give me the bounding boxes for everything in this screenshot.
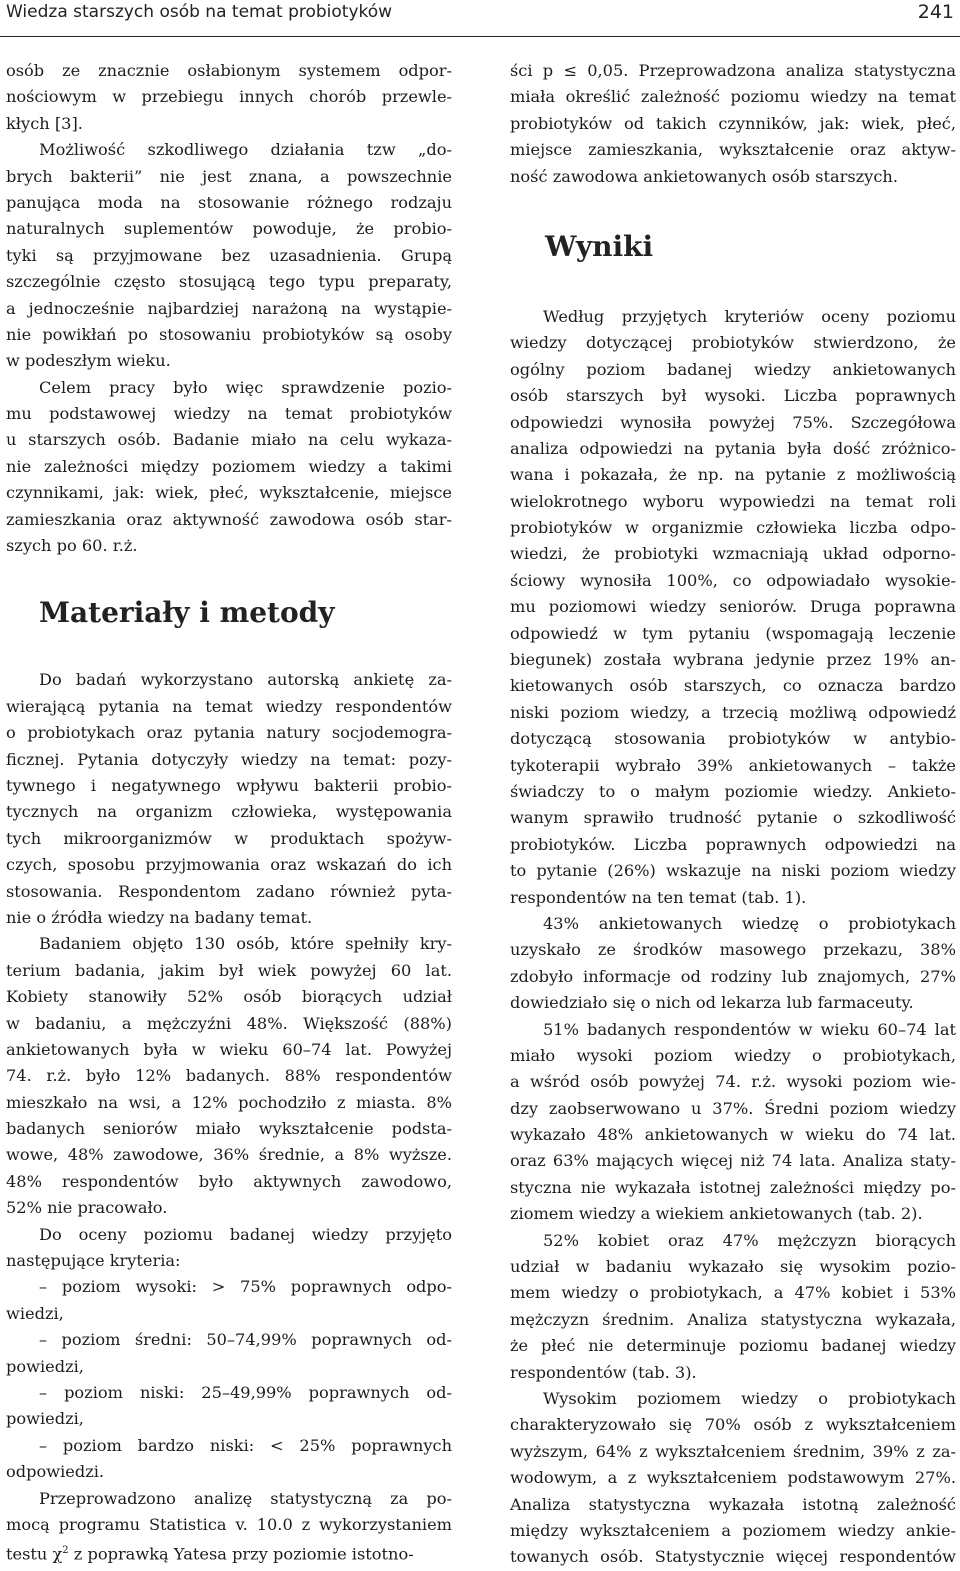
text-line: powiedzi, bbox=[6, 1409, 84, 1429]
right-column bbox=[510, 58, 956, 1571]
text-line: niski poziom wiedzy, a trzecią możliwą odpowiedź bbox=[510, 702, 956, 722]
text-line: kietowanych osób starszych, co oznacza bardzo bbox=[510, 676, 956, 696]
text-line: probiotyków. Liczba poprawnych odpowiedzi na bbox=[510, 834, 956, 854]
text-line: – poziom bardzo niski: < 25% poprawnych bbox=[39, 1435, 452, 1455]
text-line: świadczy to o małym poziomie wiedzy. Ankieto- bbox=[510, 781, 956, 801]
text-line: wodowym, a z wykształceniem podstawowym 27%. bbox=[510, 1468, 956, 1488]
text-line: odpowiedź w tym pytaniu (wspomagają leczenie bbox=[510, 623, 956, 643]
text-line: nie powikłań po stosowaniu probiotyków są osoby bbox=[6, 324, 452, 344]
text-line: odpowiedzi. bbox=[6, 1462, 105, 1482]
text-line: nościowym w przebiegu innych chorób przewle- bbox=[6, 87, 452, 107]
text-line: miało wysoki poziom wiedzy o probiotykach, bbox=[510, 1045, 956, 1065]
text-line: wielokrotnego wyboru wypowiedzi na temat roli bbox=[510, 491, 956, 511]
text-line: zamieszkania oraz aktywność zawodowa osób star- bbox=[6, 509, 452, 529]
text-line: biegunek) została wybrana jedynie przez 19% an- bbox=[510, 650, 956, 670]
text-line: następujące kryteria: bbox=[6, 1251, 181, 1271]
text-line bbox=[6, 1538, 452, 1564]
text-line: kłych [3]. bbox=[6, 113, 83, 133]
text-line: 48% respondentów było aktywnych zawodowo, bbox=[6, 1171, 452, 1191]
text-line: wana i pokazała, że np. na pytanie z możliwością bbox=[510, 465, 956, 485]
text-line: wanym sprawiło trudność pytanie o szkodliwość bbox=[510, 808, 956, 828]
text-line: osób ze znacznie osłabionym systemem odpor- bbox=[6, 61, 452, 80]
text-line: czych, sposobu przyjmowania oraz wskazań do ich bbox=[6, 855, 452, 875]
text-line: uzyskało ze środków masowego przekazu, 38% bbox=[510, 940, 956, 960]
text-line: tycznych na organizm człowieka, występowania bbox=[6, 802, 452, 822]
text-line: wierającą pytania na temat wiedzy respondentów bbox=[6, 696, 452, 716]
text-line: między wykształceniem a poziomem wiedzy ankie- bbox=[510, 1520, 956, 1540]
text-line: u starszych osób. Badanie miało na celu wykaza- bbox=[6, 430, 452, 450]
text-line: mem wiedzy o probiotykach, a 47% kobiet i 53% bbox=[510, 1283, 956, 1303]
text-line: ziomem wiedzy a wiekiem ankietowanych (tab. 2). bbox=[510, 1204, 923, 1224]
text-line: a jednocześnie najbardziej narażoną na wystąpie- bbox=[6, 298, 452, 318]
text-line: – poziom niski: 25–49,99% poprawnych od- bbox=[39, 1382, 452, 1402]
text-line: probiotyków w organizmie człowieka liczba odpo- bbox=[510, 518, 956, 538]
left-column bbox=[6, 58, 452, 1565]
text-line: – poziom średni: 50–74,99% poprawnych od- bbox=[39, 1330, 452, 1350]
text-line: Według przyjętych kryteriów oceny poziomu bbox=[543, 306, 956, 326]
text-line: tykoterapii wybrało 39% ankietowanych – także bbox=[510, 755, 956, 775]
superscript: 2 bbox=[62, 1545, 69, 1557]
text-line: Celem pracy było więc sprawdzenie pozio- bbox=[39, 377, 452, 397]
text-line: naturalnych suplementów powoduje, że probio- bbox=[6, 219, 452, 239]
text-line: dzy zaobserwowano u 37%. Średni poziom wiedzy bbox=[510, 1098, 956, 1118]
left-text-block-2 bbox=[6, 667, 452, 1538]
text-line: Badaniem objęto 130 osób, które spełniły kry- bbox=[39, 934, 452, 954]
text-line: ność zawodowa ankietowanych osób starszych. bbox=[510, 166, 898, 186]
text-line: analiza odpowiedzi na pytania była dość zróżnico- bbox=[510, 438, 956, 458]
text-line: wowe, 48% zawodowe, 36% średnie, a 8% wyższe. bbox=[6, 1145, 452, 1165]
text-line: panująca moda na stosowanie różnego rodzaju bbox=[6, 192, 452, 212]
text-line: odpowiedzi wynosiła powyżej 75%. Szczegółowa bbox=[510, 412, 956, 432]
right-text-block-2 bbox=[510, 304, 956, 1571]
left-text-block-1 bbox=[6, 58, 452, 559]
text-line: ści p ≤ 0,05. Przeprowadzona analiza statystyczna bbox=[510, 61, 956, 80]
text-line: wiedzi, że probiotyki wzmacniają układ odporno- bbox=[510, 544, 956, 564]
text-line: oraz 63% mających więcej niż 74 lata. Analiza staty- bbox=[510, 1151, 956, 1171]
text-line: – poziom wysoki: > 75% poprawnych odpo- bbox=[39, 1277, 452, 1297]
text-line: Wysokim poziomem wiedzy o probiotykach bbox=[543, 1388, 956, 1408]
text-line: mężczyzn średnim. Analiza statystyczna wykazała, bbox=[510, 1309, 956, 1329]
text-line: powiedzi, bbox=[6, 1356, 84, 1376]
text-line: w podeszłym wieku. bbox=[6, 351, 171, 371]
text-line: ficznej. Pytania dotyczyły wiedzy na temat: pozy- bbox=[6, 749, 452, 769]
right-text-block-1 bbox=[510, 58, 956, 190]
text-line: udział w badaniu wykazało się wysokim pozio- bbox=[510, 1257, 956, 1277]
text-line: a wśród osób powyżej 74. r.ż. wysoki poziom wie- bbox=[510, 1072, 956, 1092]
text-line: szych po 60. r.ż. bbox=[6, 536, 138, 556]
text-line: dotyczącą stosowania probiotyków w antybio- bbox=[510, 729, 956, 749]
text-line: osób starszych był wysoki. Liczba poprawnych bbox=[510, 386, 956, 406]
text-line: wykazało 48% ankietowanych w wieku do 74 lat. bbox=[510, 1125, 956, 1145]
text-line: terium badania, jakim był wiek powyżej 60 lat. bbox=[6, 960, 452, 980]
text-line: probiotyków od takich czynników, jak: wiek, płeć, bbox=[510, 113, 956, 133]
text-line: towanych osób. Statystycznie więcej respondentów bbox=[510, 1547, 956, 1567]
text-line: mieszkało na wsi, a 12% pochodziło z miasta. 8% bbox=[6, 1092, 452, 1112]
text-line: 74. r.ż. było 12% badanych. 88% respondentów bbox=[6, 1066, 452, 1086]
running-title: Wiedza starszych osób na temat probiotyków bbox=[6, 2, 393, 22]
text-line: nie zależności między poziomem wiedzy a takimi bbox=[6, 456, 452, 476]
text-line: Przeprowadzono analizę statystyczną za po- bbox=[39, 1488, 452, 1508]
text-line: respondentów na ten temat (tab. 1). bbox=[510, 887, 807, 907]
text-line: o probiotykach oraz pytania natury socjodemogra- bbox=[6, 723, 452, 743]
text-line: dowiedziało się o nich od lekarza lub farmaceuty. bbox=[510, 993, 914, 1013]
text-line: wiedzi, bbox=[6, 1303, 64, 1323]
text-line: w badaniu, a mężczyźni 48%. Większość (88%) bbox=[6, 1013, 452, 1033]
text-line: to pytanie (26%) wskazuje na niski poziom wiedzy bbox=[510, 861, 956, 881]
text-line: wyższym, 64% z wykształceniem średnim, 39% z za- bbox=[510, 1441, 956, 1461]
text-line: 51% badanych respondentów w wieku 60–74 lat bbox=[543, 1019, 956, 1039]
text-line: ankietowanych była w wieku 60–74 lat. Powyżej bbox=[6, 1039, 452, 1059]
text-line: brych bakterii” nie jest znana, a powszechnie bbox=[6, 166, 452, 186]
section-heading-wyniki: Wyniki bbox=[545, 229, 654, 263]
text-line: Analiza statystyczna wykazała istotną zależność bbox=[510, 1494, 956, 1514]
section-heading-materialy: Materiały i metody bbox=[39, 596, 335, 630]
text-line: nie o źródła wiedzy na badany temat. bbox=[6, 907, 313, 927]
text-line-part: testu χ bbox=[6, 1544, 63, 1564]
text-line: stosowania. Respondentom zadano również pyta- bbox=[6, 881, 452, 901]
text-line: mocą programu Statistica v. 10.0 z wykorzystaniem bbox=[6, 1514, 452, 1534]
text-line: ściowy wynosiła 100%, co odpowiadało wysokie- bbox=[510, 570, 956, 590]
running-header bbox=[0, 0, 960, 37]
text-line: styczna nie wykazała istotnej zależności między po- bbox=[510, 1177, 956, 1197]
text-line: miejsce zamieszkania, wykształcenie oraz aktyw- bbox=[510, 140, 956, 160]
text-line: wiedzy dotyczącej probiotyków stwierdzono, że bbox=[510, 333, 956, 353]
text-line: tych mikroorganizmów w produktach spożyw- bbox=[6, 828, 452, 848]
text-line: mu podstawowej wiedzy na temat probiotyków bbox=[6, 404, 452, 424]
text-line: ogólny poziom badanej wiedzy ankietowanych bbox=[510, 359, 956, 379]
text-line-part: z poprawką Yatesa przy poziomie istotno- bbox=[68, 1544, 414, 1564]
text-line: mu poziomowi wiedzy seniorów. Druga poprawna bbox=[510, 597, 956, 617]
text-line: 52% nie pracowało. bbox=[6, 1198, 168, 1218]
text-line: zdobyło informacje od rodziny lub znajomych, 27% bbox=[510, 966, 956, 986]
text-line: Do oceny poziomu badanej wiedzy przyjęto bbox=[39, 1224, 452, 1244]
page-number: 241 bbox=[917, 1, 954, 23]
text-line: szczególnie często stosującą tego typu preparaty, bbox=[6, 272, 452, 292]
text-line: charakteryzowało się 70% osób z wykształceniem bbox=[510, 1415, 956, 1435]
text-line: tyki są przyjmowane bez uzasadnienia. Grupą bbox=[6, 245, 452, 265]
text-line: czynnikami, jak: wiek, płeć, wykształcenie, miejsce bbox=[6, 483, 452, 503]
text-line: 52% kobiet oraz 47% mężczyzn biorących bbox=[543, 1230, 956, 1250]
text-line: respondentów (tab. 3). bbox=[510, 1362, 697, 1382]
text-line: że płeć nie determinuje poziomu badanej wiedzy bbox=[510, 1336, 956, 1356]
text-line: Możliwość szkodliwego działania tzw „do- bbox=[39, 140, 452, 160]
text-line: miała określić zależność poziomu wiedzy na temat bbox=[510, 87, 956, 107]
text-line: badanych seniorów miało wykształcenie podsta- bbox=[6, 1119, 452, 1139]
text-line: Do badań wykorzystano autorską ankietę za- bbox=[39, 670, 452, 690]
text-line: 43% ankietowanych wiedzę o probiotykach bbox=[543, 913, 956, 933]
text-line: Kobiety stanowiły 52% osób biorących udział bbox=[6, 987, 452, 1007]
text-line: tywnego i negatywnego wpływu bakterii probio- bbox=[6, 775, 452, 795]
